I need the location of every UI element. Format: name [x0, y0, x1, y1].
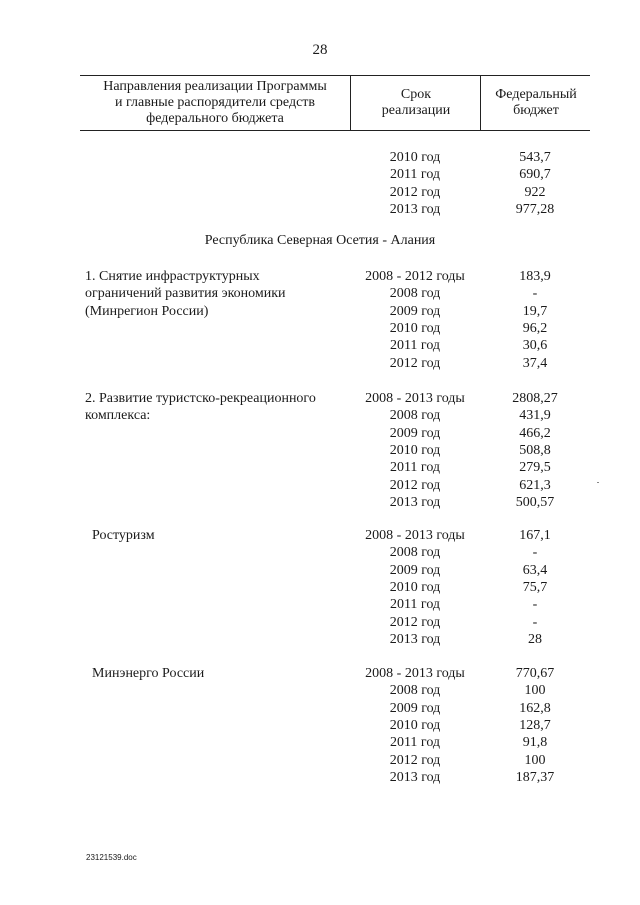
table-row [0, 700, 640, 717]
row-period: 2011 год [389, 597, 441, 613]
row-period: 2008 год [389, 545, 441, 561]
footer-filename: 23121539.doc [86, 853, 137, 862]
header-period [350, 76, 481, 130]
row-period: 2008 год [389, 286, 441, 302]
row-period: 2010 год [389, 579, 441, 595]
row-period: 2013 год [389, 494, 441, 510]
row-period: 2010 год [389, 717, 441, 733]
row-label: 1. Снятие инфраструктурных [85, 269, 260, 284]
row-period: 2009 год [389, 303, 441, 319]
table-row [0, 337, 640, 354]
row-value: 28 [528, 631, 542, 647]
page-number: 28 [312, 42, 328, 58]
table-row [0, 544, 640, 561]
row-value: 100 [524, 683, 546, 699]
table-row [0, 459, 640, 476]
row-label: комплекса: [85, 408, 151, 424]
table-row [0, 268, 640, 285]
row-value: 75,7 [522, 579, 548, 595]
row-value: 690,7 [519, 167, 551, 183]
row-value: 977,28 [515, 201, 555, 217]
row-period: 2012 год [389, 184, 441, 200]
table-row [0, 494, 640, 511]
row-value: 37,4 [522, 355, 548, 371]
table-row [0, 303, 640, 320]
row-value: 183,9 [519, 269, 551, 284]
table-row [0, 166, 640, 183]
row-value: 279,5 [519, 460, 551, 476]
row-period: 2011 год [389, 460, 441, 476]
row-value: 91,8 [522, 735, 548, 751]
row-period: 2010 год [389, 150, 441, 165]
row-value: 96,2 [522, 320, 548, 336]
table-row [0, 184, 640, 201]
table-row [0, 407, 640, 424]
table-row [0, 614, 640, 631]
row-value: 621,3 [519, 477, 551, 493]
table-row [0, 320, 640, 337]
table-row [0, 717, 640, 734]
header-directions [80, 76, 350, 130]
row-value: 466,2 [519, 425, 551, 441]
row-period: 2009 год [389, 425, 441, 441]
row-period: 2013 год [389, 201, 441, 217]
table-row [0, 201, 640, 218]
region-title: Республика Северная Осетия - Алания [204, 233, 436, 248]
row-label: ограничений развития экономики [85, 286, 286, 302]
table-row [0, 477, 640, 494]
row-value: - [532, 545, 538, 561]
row-value: - [532, 614, 538, 630]
row-period: 2009 год [389, 562, 441, 578]
table-row [0, 682, 640, 699]
header-period-text: Срок реализации [381, 87, 451, 118]
row-period: 2008 год [389, 683, 441, 699]
row-value: 508,8 [519, 442, 551, 458]
row-period: 2011 год [389, 167, 441, 183]
row-period: 2012 год [389, 355, 441, 371]
row-value: 431,9 [519, 408, 551, 424]
row-value: 2808,27 [512, 391, 558, 406]
header-federal-budget-text: Федеральный бюджет [495, 87, 577, 118]
row-period: 2010 год [389, 442, 441, 458]
row-period: 2008 - 2012 годы [365, 269, 465, 284]
table-row [0, 665, 640, 682]
table-row [0, 390, 640, 407]
row-value: 100 [524, 752, 546, 768]
table-row [0, 355, 640, 372]
row-period: 2008 - 2013 годы [365, 666, 465, 681]
row-period: 2012 год [389, 614, 441, 630]
row-value: 770,67 [515, 666, 555, 681]
row-period: 2012 год [389, 477, 441, 493]
table-row [0, 442, 640, 459]
row-period: 2011 год [389, 338, 441, 354]
table-row [0, 579, 640, 596]
row-label: 2. Развитие туристско-рекреационного [85, 391, 316, 406]
table-row [0, 527, 640, 544]
table-row [0, 596, 640, 613]
table-header [80, 75, 590, 131]
row-value: 187,37 [515, 769, 555, 785]
row-period: 2009 год [389, 700, 441, 716]
header-directions-text: Направления реализации Программы и главные распорядители средств федерального бюджета [103, 79, 327, 126]
row-period: 2013 год [389, 631, 441, 647]
row-period: 2010 год [389, 320, 441, 336]
header-federal-budget [480, 76, 591, 130]
table-row [0, 752, 640, 769]
row-period: 2013 год [389, 769, 441, 785]
row-value: 922 [524, 184, 546, 200]
row-value: - [532, 286, 538, 302]
row-value: 19,7 [522, 303, 548, 319]
row-value: 162,8 [519, 700, 551, 716]
row-period: 2008 год [389, 408, 441, 424]
table-row [0, 631, 640, 648]
row-period: 2011 год [389, 735, 441, 751]
table-row [0, 562, 640, 579]
row-value: 30,6 [522, 338, 548, 354]
row-value: 543,7 [519, 150, 551, 165]
row-value: 63,4 [522, 562, 548, 578]
row-value: 128,7 [519, 717, 551, 733]
row-label: Ростуризм [92, 528, 155, 543]
row-period: 2008 - 2013 годы [365, 528, 465, 543]
table-row [0, 734, 640, 751]
table-row [0, 425, 640, 442]
row-label: Минэнерго России [92, 666, 205, 681]
row-period: 2008 - 2013 годы [365, 391, 465, 406]
row-value: 167,1 [519, 528, 551, 543]
row-value: 500,57 [515, 494, 555, 510]
row-value: - [532, 597, 538, 613]
table-row [0, 149, 640, 166]
table-row [0, 285, 640, 302]
row-period: 2012 год [389, 752, 441, 768]
table-row [0, 769, 640, 786]
row-label: (Минрегион России) [85, 303, 209, 319]
